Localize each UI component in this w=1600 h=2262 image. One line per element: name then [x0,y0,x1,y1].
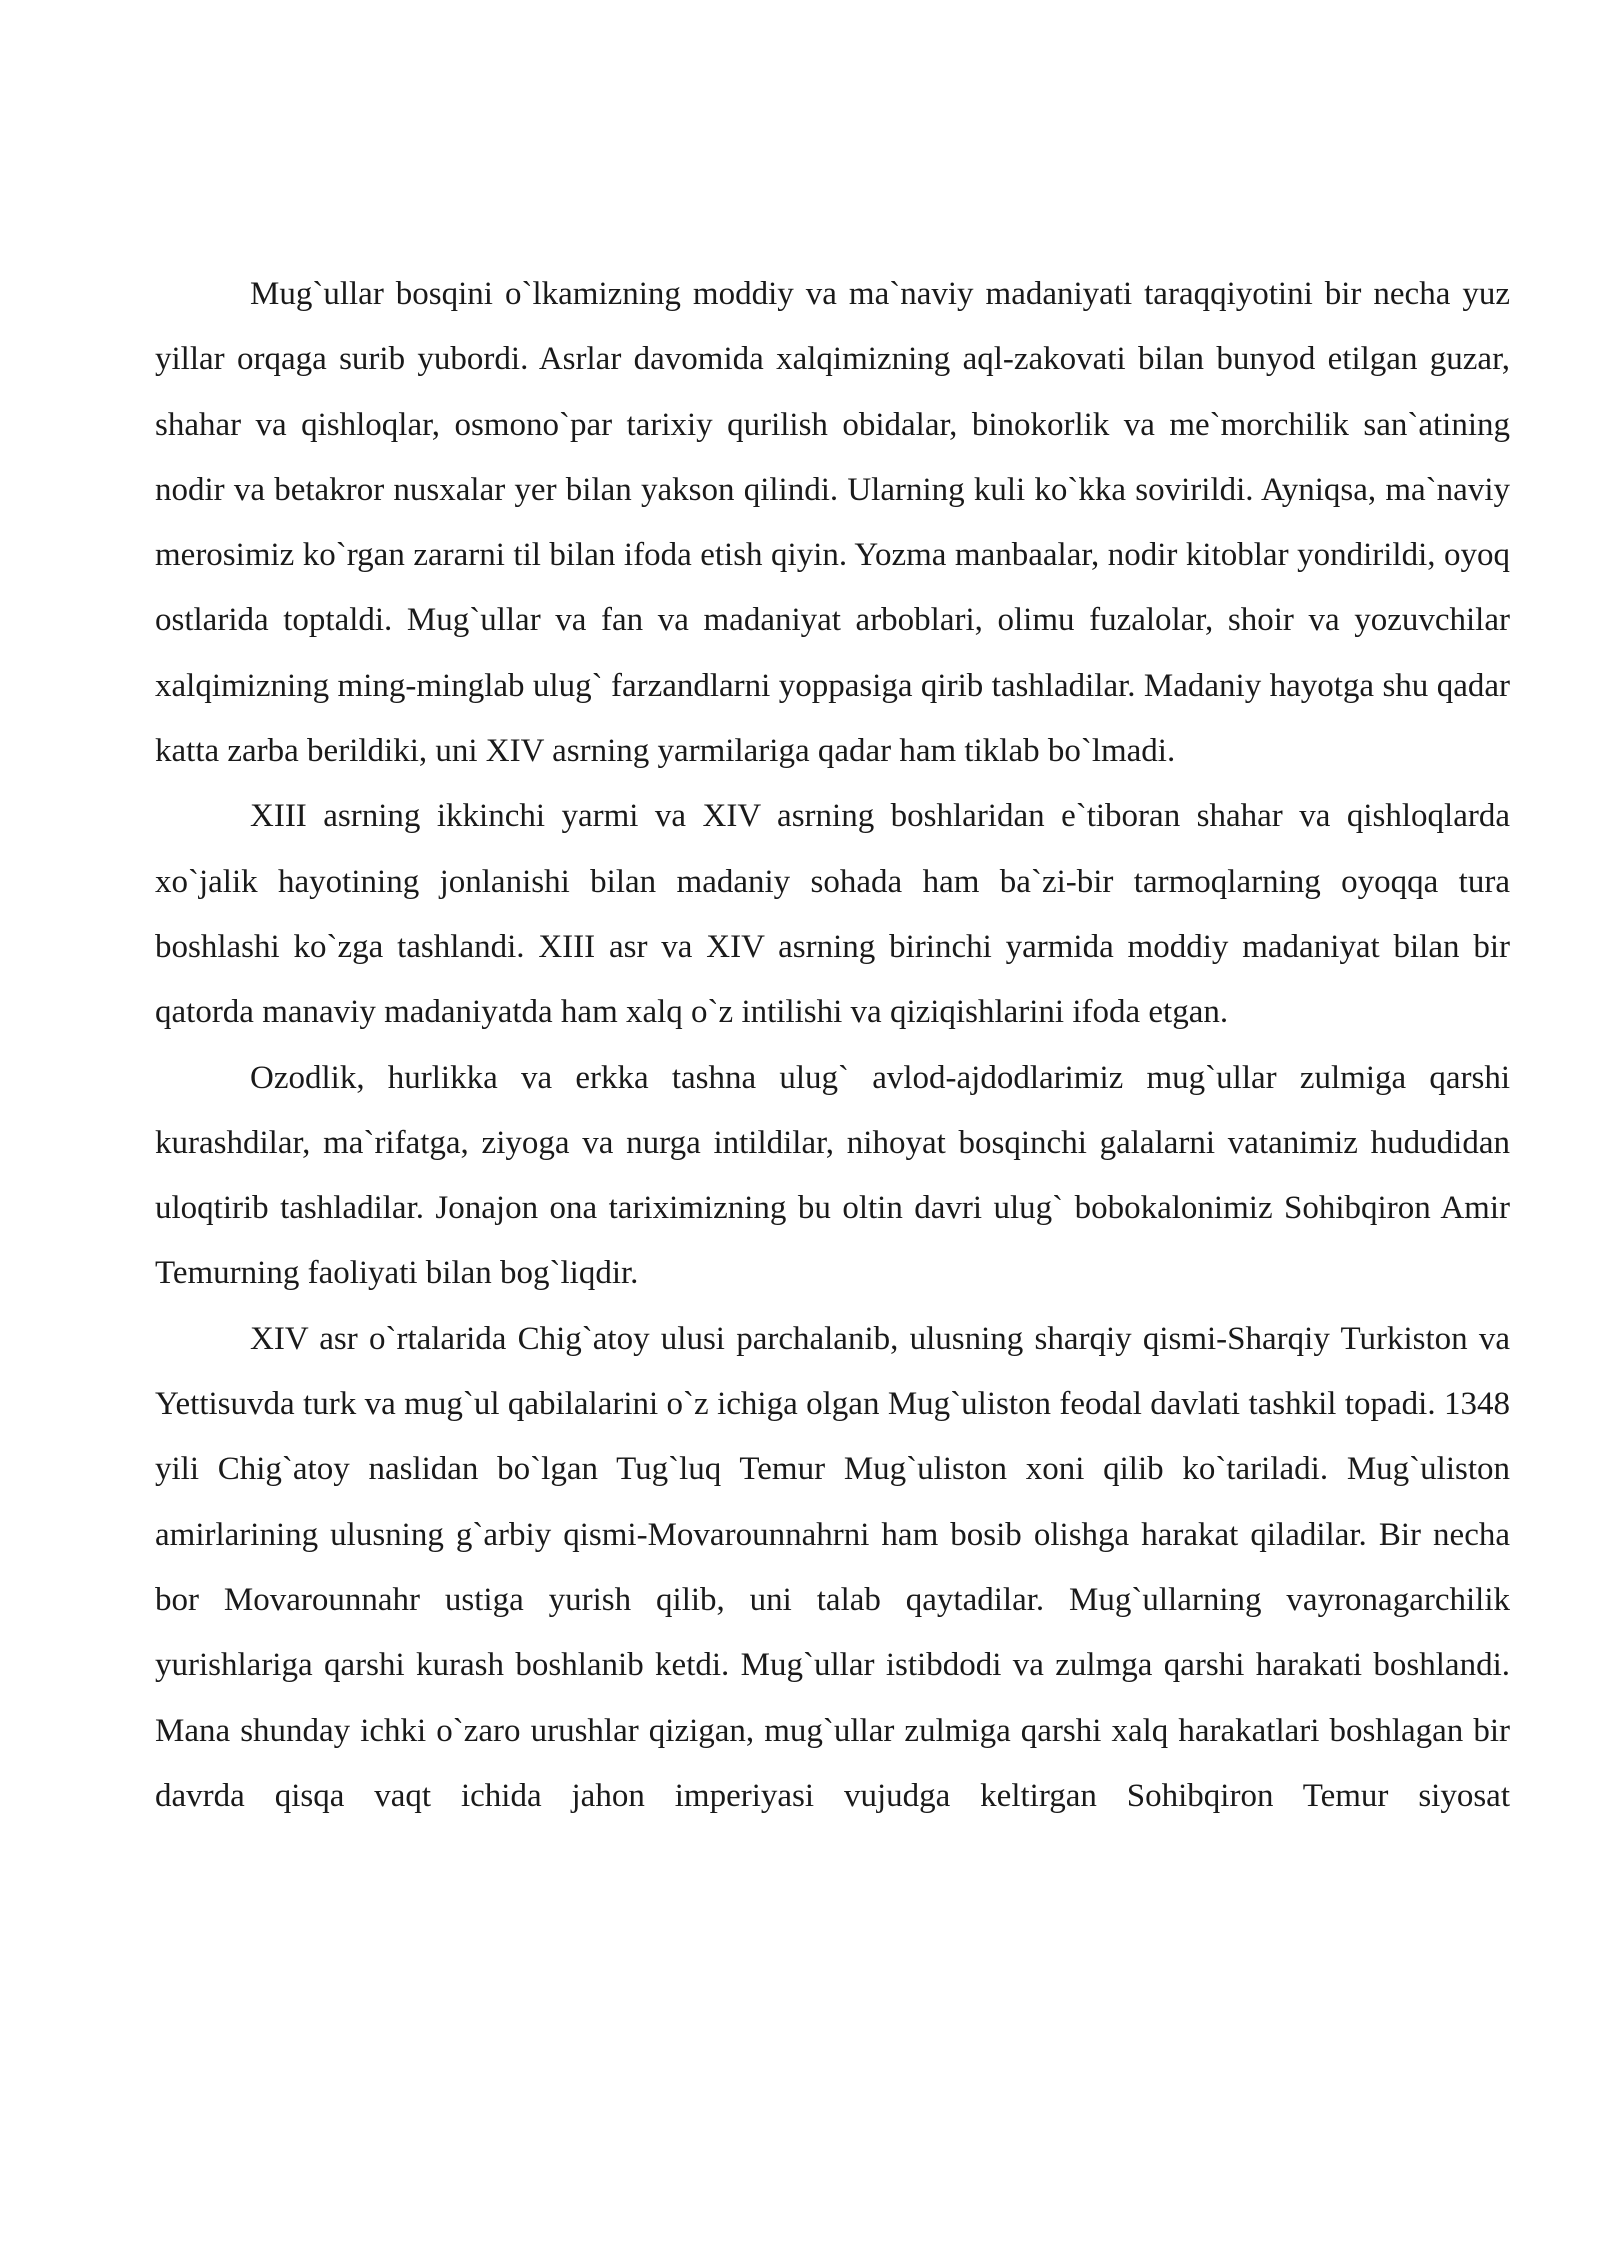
paragraph-1: Mug`ullar bosqini o`lkamizning moddiy va ma`naviy madaniyati taraqqiyotini bir necha yuz yillar orqaga surib yubordi. Asrlar davomida xalqimizning aql-zakovati bilan bunyod etilgan guzar, shahar va qishloqlar, osmono`par tarixiy qurilish obidalar, binokorlik va me`morchilik san`atining nodir va betakror nusxalar yer bilan yakson qilindi. Ularning kuli ko`kka sovirildi. Ayniqsa, ma`naviy merosimiz ko`rgan zararni til bilan ifoda etish qiyin. Yozma manbaalar, nodir kitoblar yondirildi, oyoq ostlarida toptaldi. Mug`ullar va fan va madaniyat arboblari, olimu fuzalolar, shoir va yozuvchilar xalqimizning ming-minglab ulug` farzandlarni yoppasiga qirib tashladilar. Madaniy hayotga shu qadar katta zarba berildiki, uni XIV asrning yarmilariga qadar ham tiklab bo`lmadi. [155,276,1510,770]
paragraph-3: Ozodlik, hurlikka va erkka tashna ulug` avlod-ajdodlarimiz mug`ullar zulmiga qarshi kurashdilar, ma`rifatga, ziyoga va nurga intildilar, nihoyat bosqinchi galalarni vatanimiz hududidan uloqtirib tashladilar. Jonajon ona tariximizning bu oltin davri ulug` bobokalonimiz Sohibqiron Amir Temurning faoliyati bilan bog`liqdir. [155,1059,1510,1292]
document-body [155,262,1510,1829]
paragraph-2: XIII asrning ikkinchi yarmi va XIV asrning boshlaridan e`tiboran shahar va qishloqlarda xo`jalik hayotining jonlanishi bilan madaniy sohada ham ba`zi-bir tarmoqlarning oyoqqa tura boshlashi ko`zga tashlandi. XIII asr va XIV asrning birinchi yarmida moddiy madaniyat bilan bir qatorda manaviy madaniyatda ham xalq o`z intilishi va qiziqishlarini ifoda etgan. [155,798,1510,1031]
paragraph-4: XIV asr o`rtalarida Chig`atoy ulusi parchalanib, ulusning sharqiy qismi-Sharqiy Turkiston va Yettisuvda turk va mug`ul qabilalarini o`z ichiga olgan Mug`uliston feodal davlati tashkil topadi. 1348 yili Chig`atoy naslidan bo`lgan Tug`luq Temur Mug`uliston xoni qilib ko`tariladi. Mug`uliston amirlarining ulusning g`arbiy qismi-Movarounnahrni ham bosib olishga harakat qiladilar. Bir necha bor Movarounnahr ustiga yurish qilib, uni talab qaytadilar. Mug`ullarning vayronagarchilik yurishlariga qarshi kurash boshlanib ketdi. Mug`ullar istibdodi va zulmga qarshi harakati boshlandi. Mana shunday ichki o`zaro urushlar qizigan, mug`ullar zulmiga qarshi xalq harakatlari boshlagan bir davrda qisqa vaqt ichida jahon imperiyasi vujudga keltirgan Sohibqiron Temur siyosat [155,1320,1510,1814]
